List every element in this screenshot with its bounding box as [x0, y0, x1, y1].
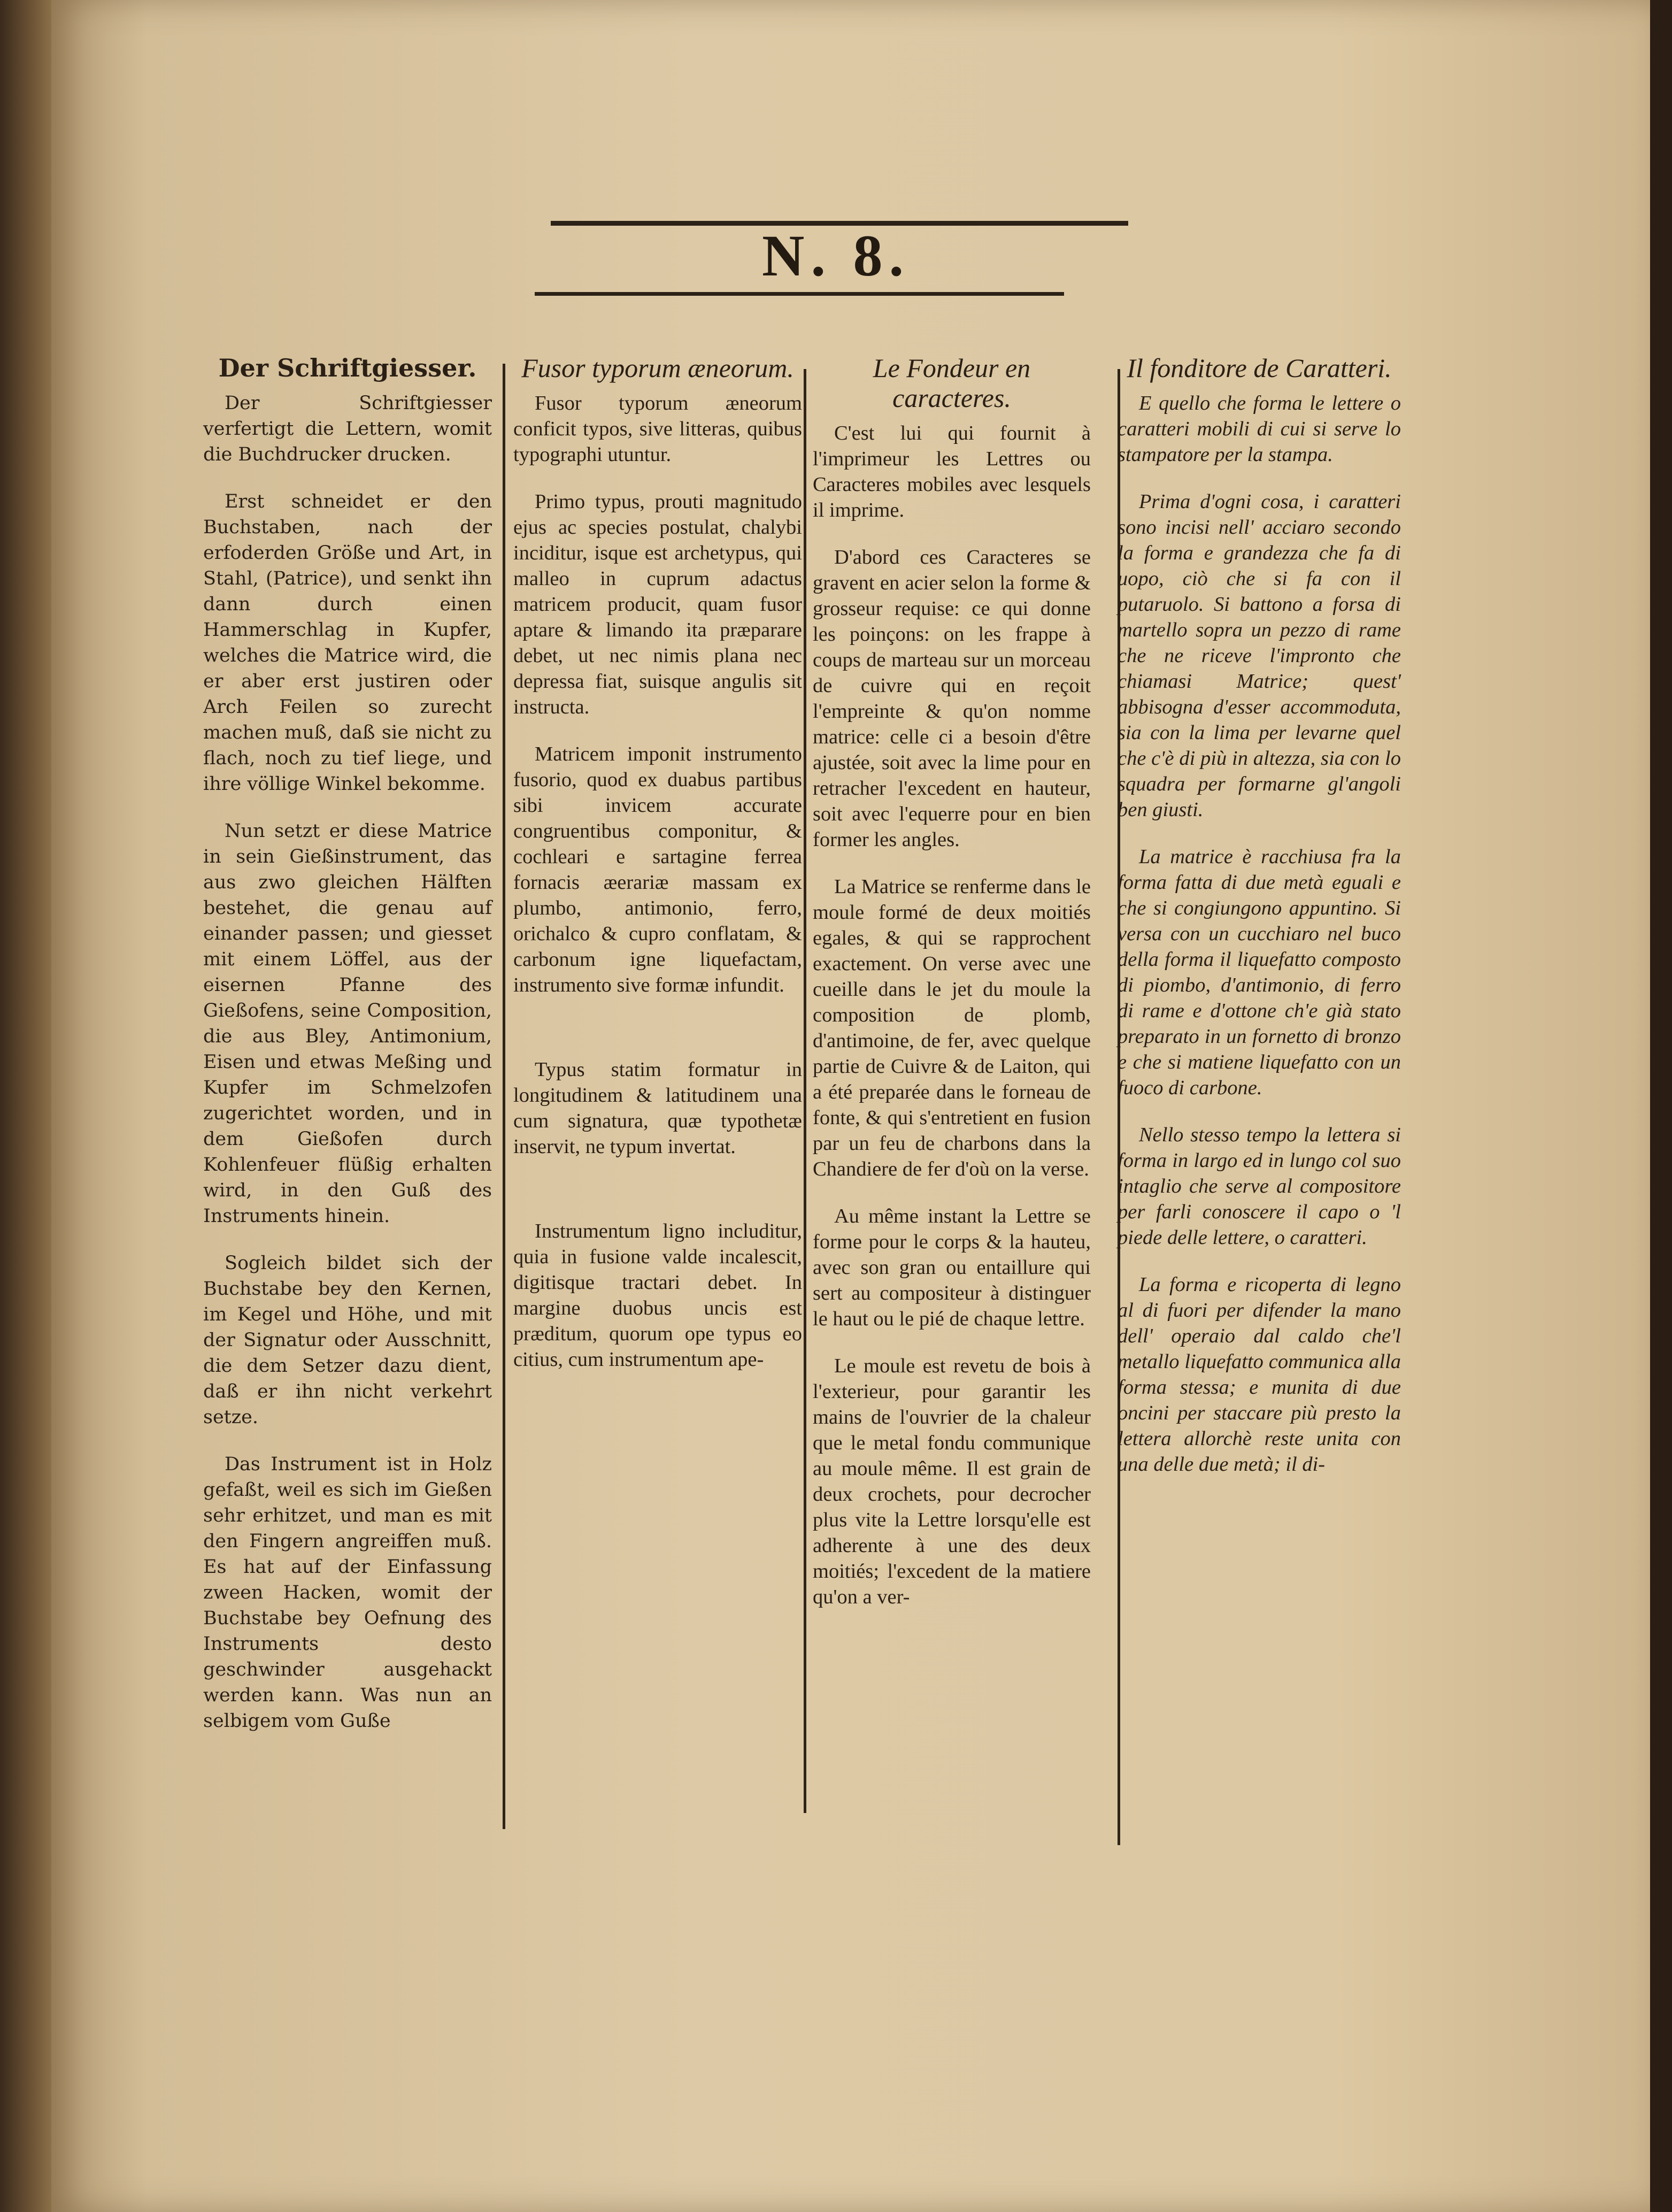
italian-paragraph: La matrice è racchiusa fra la forma fatta di due metà eguali e che si congiungono appuntino. Si versa con un cucchiaro nel buco della forma il liquefatto composto di piombo, d'antimonio, di ferro di rame e d'ottone ch'e già stato preparato in un fornetto di bronzo e che si matiene liquefatto con un fuoco di carbone. [1118, 846, 1401, 1099]
french-paragraph: La Matrice se renferme dans le moule formé de deux moitiés egales, & qui se rapprochent exactement. On verse avec une cueille dans le jet du moule la composition de plomb, d'antimoine, de fer, avec quelque partie de Cuivre & de Laiton, qui a été preparée dans le forneau de fonte, & qui s'entretient en fusion par un feu de charbons dans la Chandiere de fer d'où on la verse. [813, 875, 1091, 1180]
book-binding-edge [0, 0, 51, 2212]
italian-paragraph: E quello che forma le lettere o caratteri mobili di cui si serve lo stampatore per la stampa. [1118, 392, 1401, 466]
italian-paragraph: Nello stesso tempo la lettera si forma in largo ed in lungo col suo intaglio che serve al compositore per farli conoscere il capo o 'l piede delle lettere, o caratteri. [1118, 1124, 1401, 1249]
french-paragraph: Le moule est revetu de bois à l'exterieur, pour garantir les mains de l'ouvrier de la chaleur que le metal fondu communique au moule même. Il est grain de deux crochets, pour decrocher plus vite la Lettre lorsqu'elle est adherente à une des deux moitiés; l'excedent de la matiere qu'on a ver- [813, 1355, 1091, 1608]
bottom-rule [535, 292, 1064, 296]
latin-paragraph: Primo typus, prouti magnitudo ejus ac species postulat, chalybi inciditur, isque est archetypus, qui malleo in cuprum adactus matricem producit, quam fusor aptare & limando ita præparare debet, ut nec nimis plana nec depressa fiat, suisque angulis sit instructa. [513, 490, 802, 718]
german-heading: Der Schriftgiesser. [218, 354, 477, 382]
page-number-title: N. 8. [762, 223, 910, 288]
german-paragraph: Erst schneidet er den Buchstaben, nach der erfoderden Größe und Art, in Stahl, (Patrice), und senkt ihn dann durch einen Hammerschlag in Kupfer, welches die Matrice wird, die er aber erst justiren oder Arch Feilen so zurecht machen muß, daß sie nicht zu flach, noch zu tief liege, und ihre völlige Winkel bekomme. [203, 491, 492, 795]
latin-paragraph: Instrumentum ligno includitur, quia in fusione valde incalescit, digitisque tractari debet. In margine duobus uncis est præditum, quorum ope typus eo citius, cum instrumentum ape- [513, 1220, 802, 1371]
german-paragraph: Das Instrument ist in Holz gefaßt, weil es sich im Gießen sehr erhitzet, und man es mit den Fingern angreiffen muß. Es hat auf der Einfassung zween Hacken, womit der Buchstabe bey Oefnung des Instruments desto geschwinder ausgehackt werden kann. Was nun an selbigem vom Guße [203, 1454, 492, 1732]
latin-paragraph: Fusor typorum æneorum conficit typos, sive litteras, quibus typographi utuntur. [513, 392, 802, 466]
latin-heading: Fusor typorum æneorum. [521, 353, 794, 383]
french-column [813, 353, 1091, 1631]
german-paragraph: Sogleich bildet sich der Buchstabe bey den Kernen, im Kegel und Höhe, und mit der Signatur oder Ausschnitt, die dem Setzer dazu dient, daß er ihn nicht verkehrt setze. [203, 1253, 492, 1428]
italian-paragraph: La forma e ricoperta di legno al di fuori per difender la mano dell' operaio dal caldo che'l metallo liquefatto communica alla forma stessa; e munita di due oncini per staccare più presto la lettera allorchè reste unita con una delle due metà; il di- [1118, 1273, 1401, 1476]
german-column [203, 353, 492, 1755]
german-paragraph: Nun setzt er diese Matrice in sein Gießinstrument, das aus zwo gleichen Hälften bestehet, die genau auf einander passen; und giesset mit einem Löffel, aus der eisernen Pfanne des Gießofens, seine Composition, die aus Bley, Antimonium, Eisen und etwas Meßing und Kupfer im Schmelzofen zugerichtet worden, und in dem Gießofen durch Kohlenfeuer flüßig erhalten wird, in den Guß des Instruments hinein. [203, 820, 492, 1227]
latin-paragraph: Matricem imponit instrumento fusorio, quod ex duabus partibus sibi invicem accurate congruentibus componitur, & cochleari e sartagine ferrea fornacis æerariæ massam ex plumbo, antimonio, ferro, orichalco & cupro conflatam, & carbonum igne liquefactam, instrumento sive formæ infundit. [513, 743, 802, 996]
german-paragraph: Der Schriftgiesser verfertigt die Lettern, womit die Buchdrucker drucken. [203, 393, 492, 465]
italian-column [1118, 353, 1401, 1499]
italian-paragraph: Prima d'ogni cosa, i caratteri sono incisi nell' acciaro secondo la forma e grandezza che fa di uopo, ciò che si fa con il putaruolo. Si battono a forsa di martello sopra un pezzo di rame che ne riceve l'impronto che chiamasi Matrice; quest' abbisogna d'esser accommoduta, sia con la lima per levarne quel che c'è di più in altezza, sia con lo squadra per formarne gl'angoli ben giusti. [1118, 490, 1401, 821]
latin-column [513, 353, 802, 1394]
column-separator-2 [804, 369, 806, 1813]
column-separator-1 [503, 364, 505, 1829]
latin-paragraph: Typus statim formatur in longitudinem & latitudinem una cum signatura, quæ typothetæ inservit, ne typum invertat. [513, 1058, 802, 1158]
french-paragraph: D'abord ces Caracteres se gravent en acier selon la forme & grosseur requise: ce qui donne les poinçons: on les frappe à coups de marteau sur un morceau de cuivre qui en reçoit l'empreinte & qu'on nomme matrice: celle ci a besoin d'être ajustée, soit avec la lime pour en retracher l'excedent en hauteur, soit avec l'equerre pour en bien former les angles. [813, 546, 1091, 851]
italian-heading: Il fonditore de Caratteri. [1127, 353, 1392, 383]
french-paragraph: C'est lui qui fournit à l'imprimeur les Lettres ou Caracteres mobiles avec lesquels il imprime. [813, 422, 1091, 521]
french-paragraph: Au même instant la Lettre se forme pour le corps & la hauteu, avec son gran ou entaillure qui sert au compositeur à distinguer le haut ou le pié de chaque lettre. [813, 1205, 1091, 1330]
french-heading: Le Fondeur en caracteres. [873, 353, 1031, 413]
